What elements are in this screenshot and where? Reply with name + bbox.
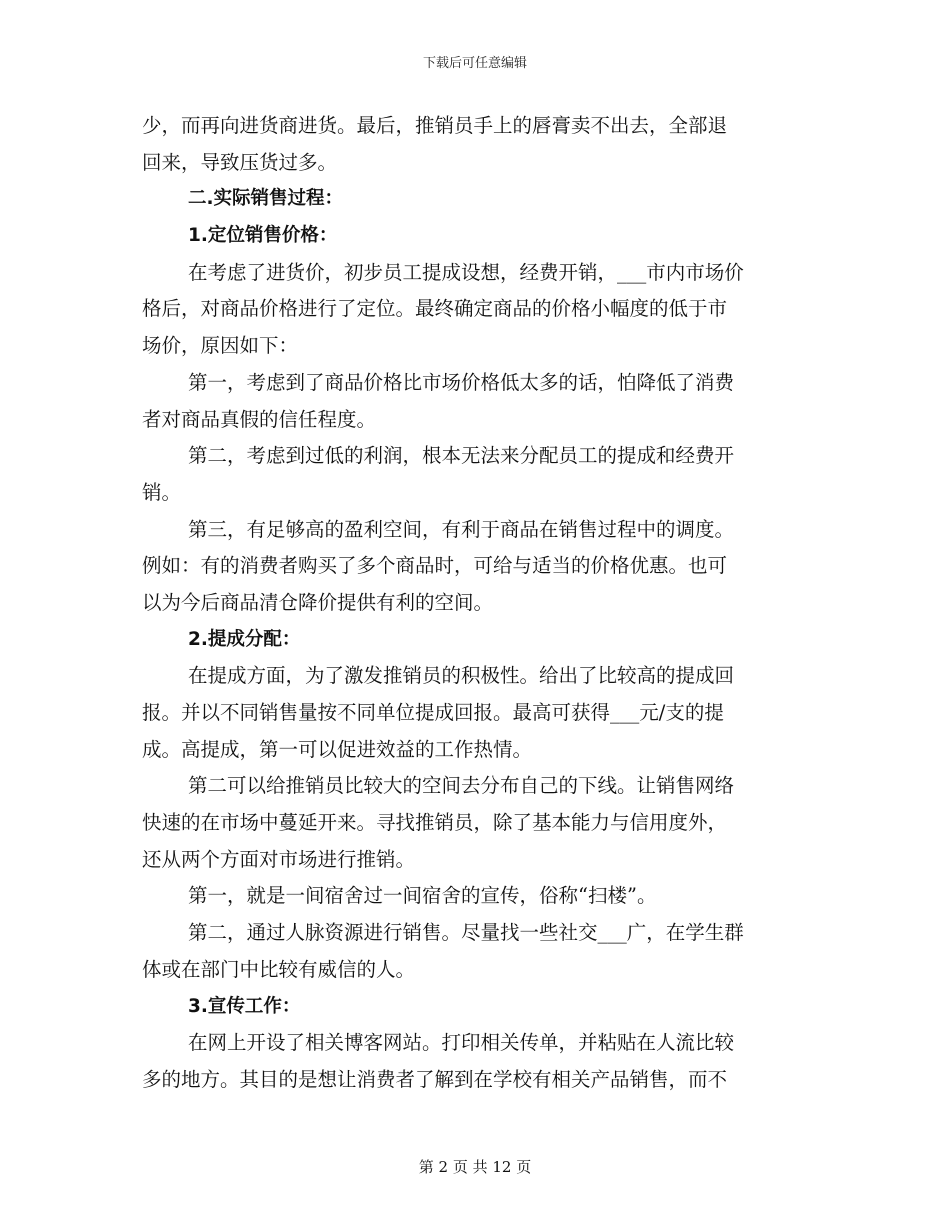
- section-heading: 2.提成分配：: [188, 628, 301, 650]
- document-body: [142, 108, 810, 1099]
- paragraph-line: 以为今后商品清仓降价提供有利的空间。: [142, 590, 494, 614]
- section-heading: 3.宣传工作：: [188, 995, 301, 1017]
- paragraph-line: 销。: [142, 480, 182, 504]
- paragraph-line: 第三，有足够高的盈利空间，有利于商品在销售过程中的调度。: [188, 517, 735, 541]
- paragraph-line: 少，而再向进货商进货。最后，推销员手上的唇膏卖不出去，全部退: [142, 114, 728, 137]
- paragraph-line: 第一，就是一间宿舍过一间宿舍的宣传，俗称“扫楼”。: [188, 884, 657, 908]
- page-header: 下载后可任意编辑: [422, 56, 527, 71]
- paragraph-line: 场价，原因如下：: [142, 334, 299, 358]
- paragraph-line: 报。并以不同销售量按不同单位提成回报。最高可获得___元/支的提: [142, 701, 724, 724]
- section-heading: 二.实际销售过程：: [188, 188, 344, 210]
- paragraph-line: 还从两个方面对市场进行推销。: [142, 847, 416, 871]
- paragraph-line: 在考虑了进货价，初步员工提成设想，经费开销，___市内市场价: [188, 260, 744, 284]
- paragraph-line: 第二，通过人脉资源进行销售。尽量找一些社交___广，在学生群: [188, 921, 744, 945]
- paragraph-line: 第一，考虑到了商品价格比市场价格低太多的话，怕降低了消费: [188, 370, 735, 394]
- paragraph-line: 格后，对商品价格进行了定位。最终确定商品的价格小幅度的低于市: [142, 297, 728, 321]
- paragraph-line: 在网上开设了相关博客网站。打印相关传单，并粘贴在人流比较: [188, 1031, 735, 1055]
- paragraph-line: 第二可以给推销员比较大的空间去分布自己的下线。让销售网络: [188, 774, 735, 798]
- paragraph-line: 在提成方面，为了激发推销员的积极性。给出了比较高的提成回: [188, 664, 735, 688]
- paragraph-line: 多的地方。其目的是想让消费者了解到在学校有相关产品销售，而不: [142, 1067, 728, 1091]
- section-heading: 1.定位销售价格：: [188, 225, 338, 247]
- paragraph-line: 体或在部门中比较有威信的人。: [142, 957, 416, 981]
- page-footer: 第 2 页 共 12 页: [418, 1158, 532, 1176]
- paragraph-line: 成。高提成，第一可以促进效益的工作热情。: [142, 737, 533, 761]
- paragraph-line: 例如：有的消费者购买了多个商品时，可给与适当的价格优惠。也可: [142, 554, 728, 578]
- paragraph-line: 回来，导致压货过多。: [142, 150, 338, 174]
- paragraph-line: 者对商品真假的信任程度。: [142, 407, 377, 431]
- paragraph-line: 快速的在市场中蔓延开来。寻找推销员，除了基本能力与信用度外，: [142, 811, 728, 835]
- paragraph-line: 第二，考虑到过低的利润，根本无法来分配员工的提成和经费开: [188, 444, 735, 468]
